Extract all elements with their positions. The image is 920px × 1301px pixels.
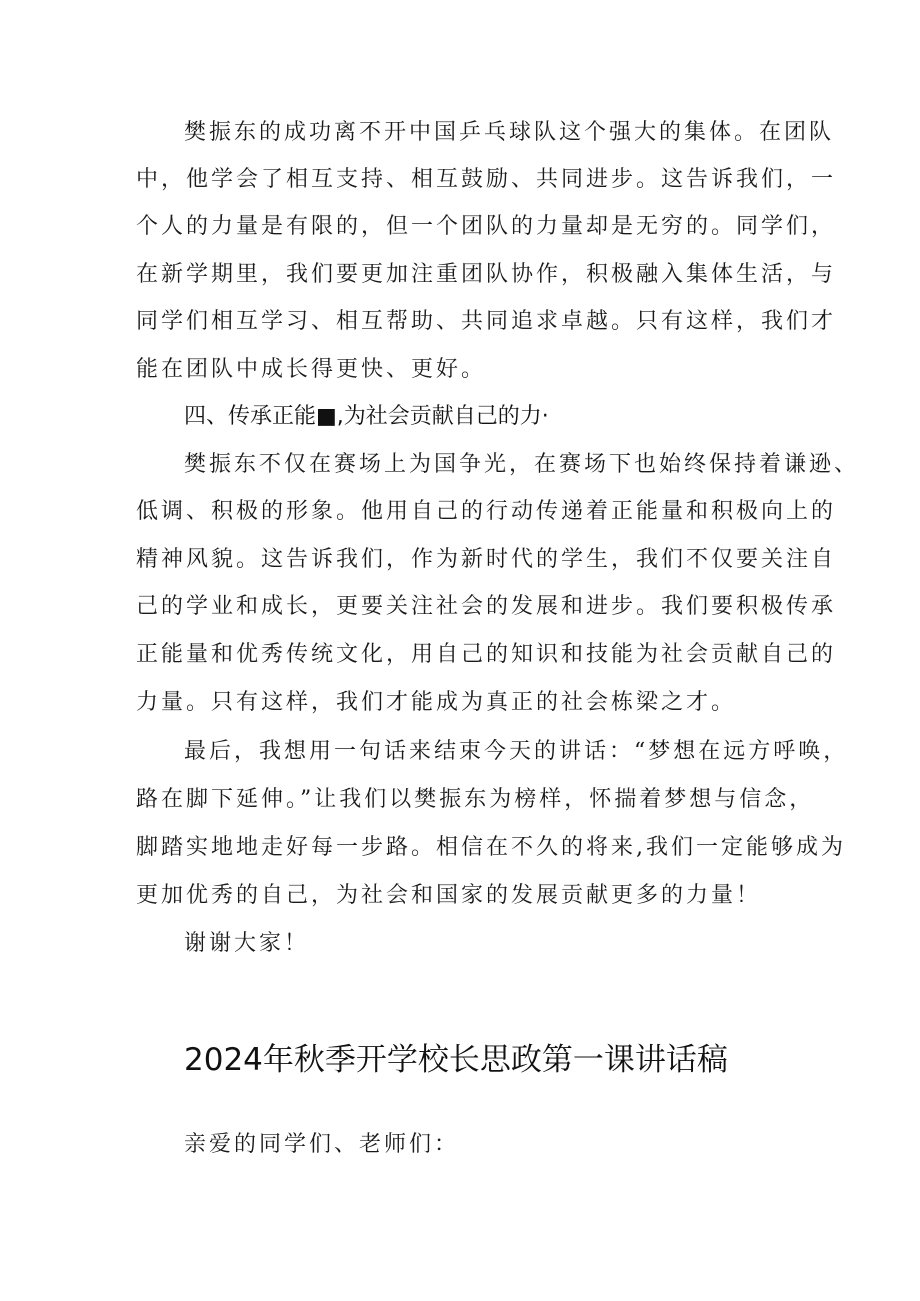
paragraph-line: 路在脚下延伸。”让我们以樊振东为榜样，怀揣着梦想与信念， bbox=[136, 787, 815, 812]
salutation: 亲爱的同学们、老师们： bbox=[184, 1132, 460, 1157]
paragraph-line: 低调、积极的形象。他用自己的行动传递着正能量和积极向上的 bbox=[136, 499, 837, 524]
paragraph-line: 樊振东的成功离不开中国乒乓球队这个强大的集体。在团队 bbox=[184, 120, 835, 145]
paragraph-line: 正能量和优秀传统文化，用自己的知识和技能为社会贡献自己的 bbox=[136, 642, 837, 667]
paragraph-line: 在新学期里，我们要更加注重团队协作，积极融入集体生活，与 bbox=[136, 262, 837, 287]
paragraph-line: 同学们相互学习、相互帮助、共同追求卓越。只有这样，我们才 bbox=[136, 309, 837, 334]
paragraph-line: 樊振东不仅在赛场上为国争光，在赛场下也始终保持着谦逊、 bbox=[184, 452, 860, 477]
paragraph-line: 中，他学会了相互支持、相互鼓励、共同进步。这告诉我们，一 bbox=[136, 167, 837, 192]
paragraph-line: 能在团队中成长得更快、更好。 bbox=[136, 357, 487, 382]
paragraph-line: 力量。只有这样，我们才能成为真正的社会栋梁之才。 bbox=[136, 690, 737, 715]
paragraph-line: 个人的力量是有限的，但一个团队的力量却是无穷的。同学们， bbox=[136, 214, 837, 239]
closing-thanks: 谢谢大家！ bbox=[184, 931, 310, 956]
paragraph-line: 精神风貌。这告诉我们，作为新时代的学生，我们不仅要关注自 bbox=[136, 547, 837, 572]
paragraph-line: 脚踏实地地走好每一步路。相信在不久的将来,我们一定能够成为 bbox=[136, 835, 846, 860]
speech-title: 2024年秋季开学校长思政第一课讲话稿 bbox=[184, 1042, 728, 1078]
section-heading: 四、传承正能■,为社会贡献自己的力· bbox=[184, 404, 549, 429]
paragraph-line: 最后，我想用一句话来结束今天的讲话：“梦想在远方呼唤， bbox=[184, 739, 849, 764]
paragraph-line: 己的学业和成长，更要关注社会的发展和进步。我们要积极传承 bbox=[136, 594, 837, 619]
paragraph-line: 更加优秀的自己，为社会和国家的发展贡献更多的力量！ bbox=[136, 883, 762, 908]
